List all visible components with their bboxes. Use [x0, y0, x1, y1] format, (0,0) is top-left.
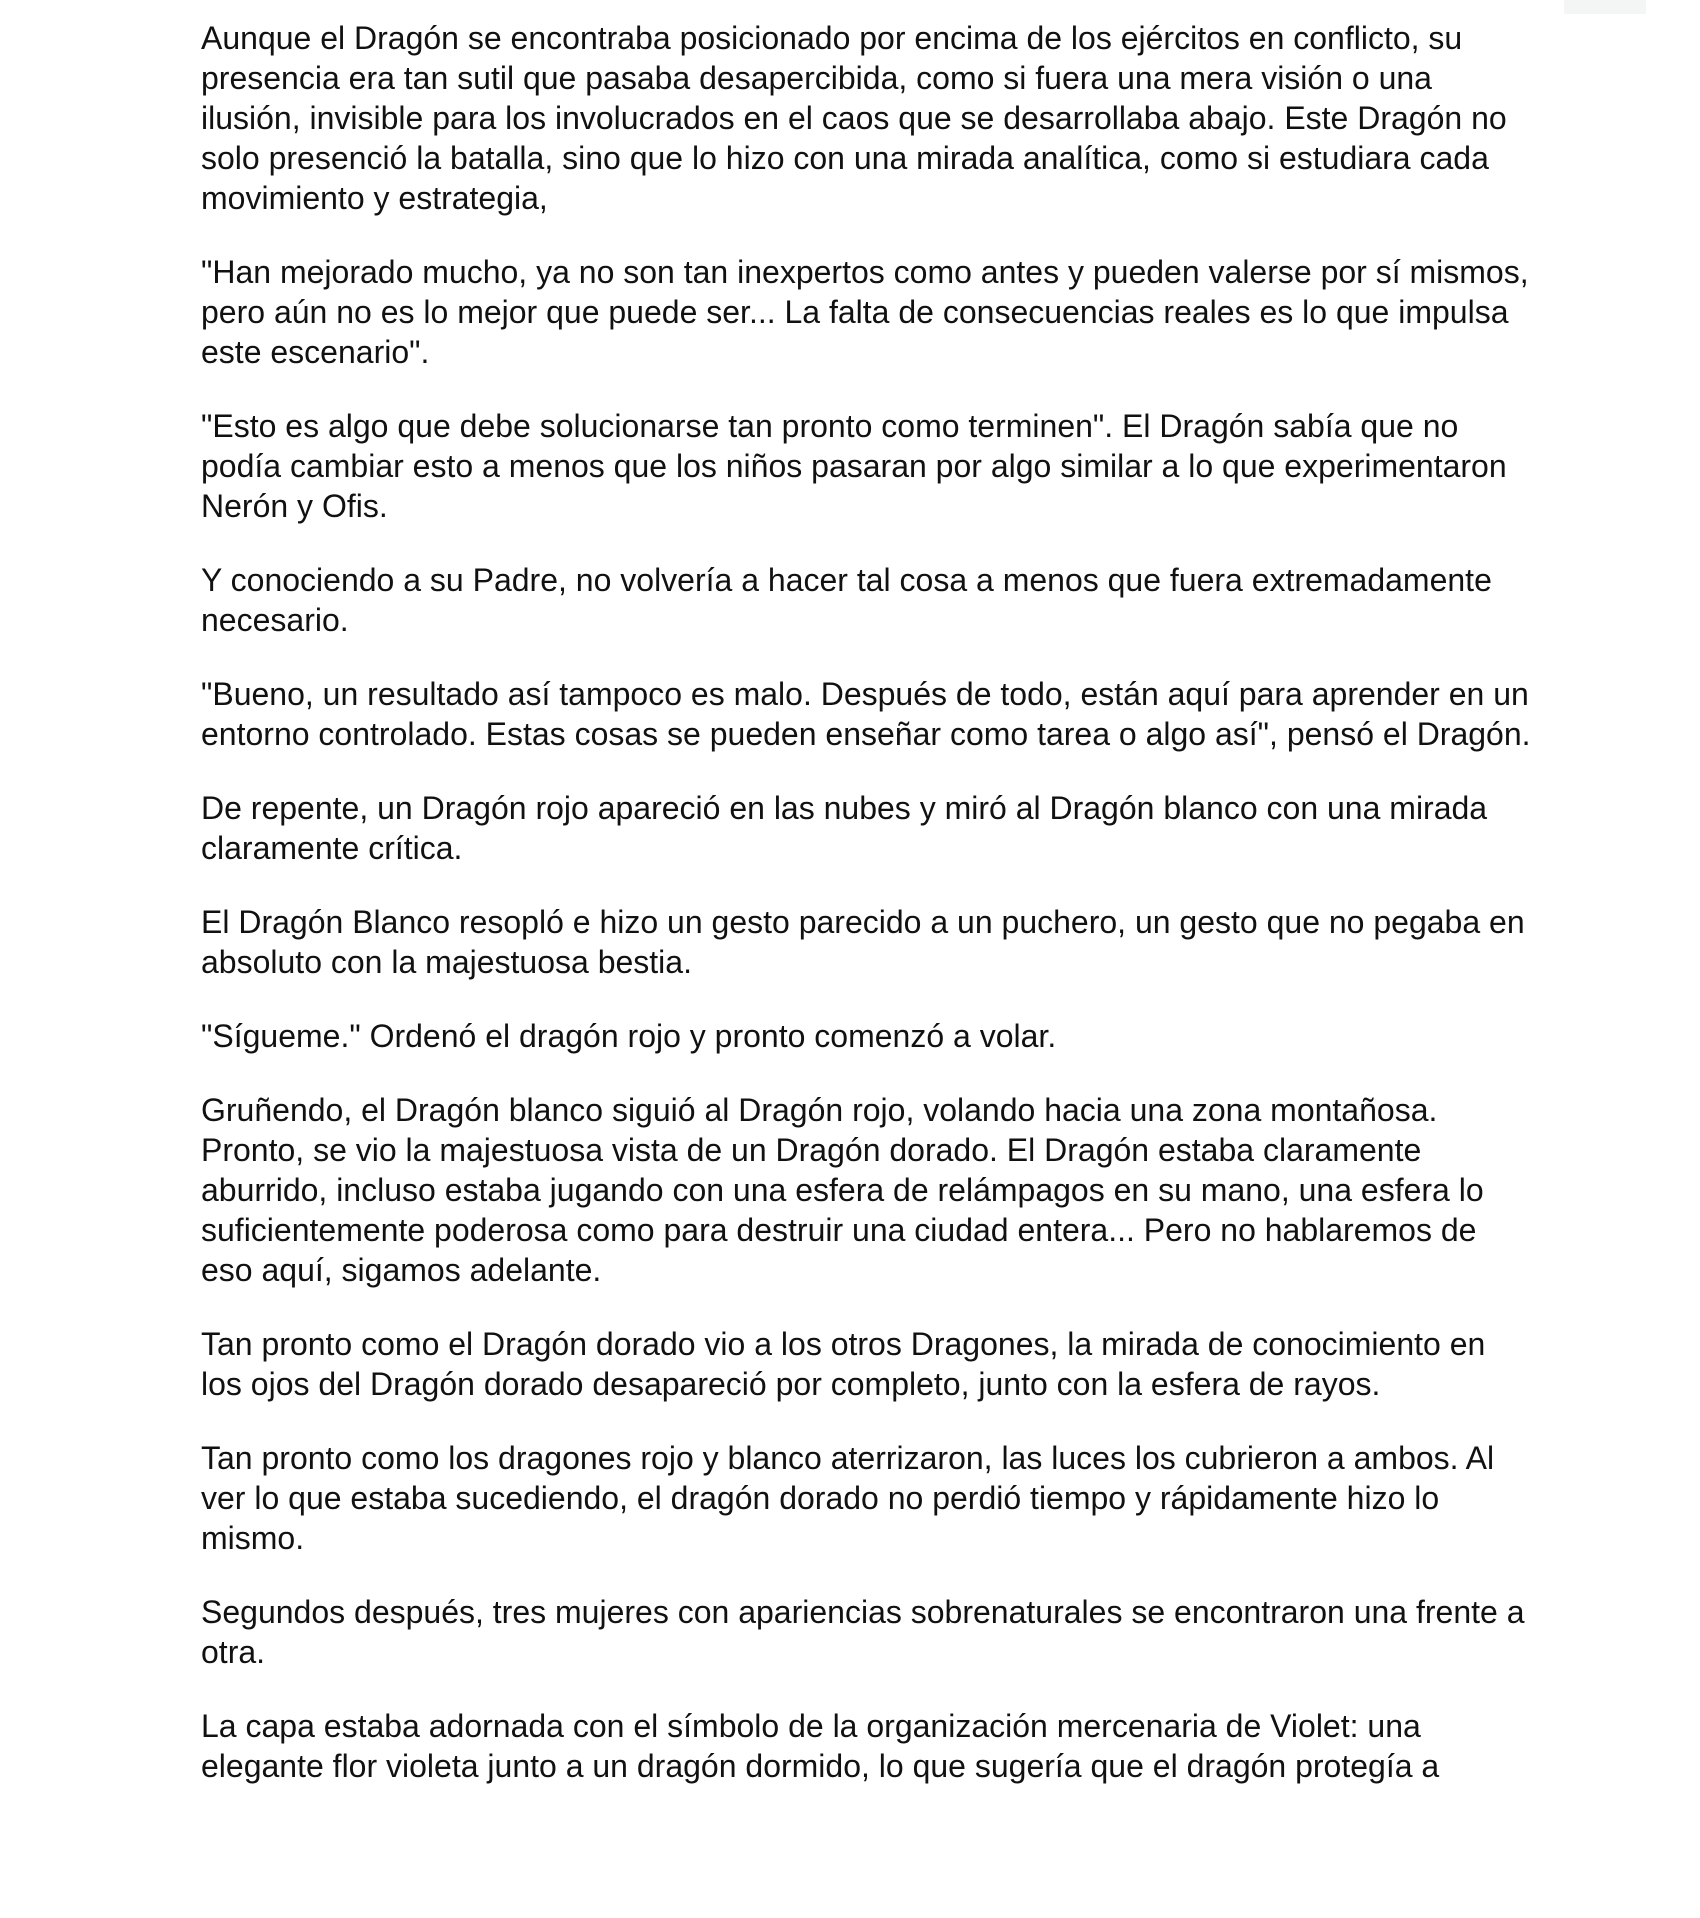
paragraph: Segundos después, tres mujeres con apariencias sobrenaturales se encontraron una frente a otra.	[201, 1594, 1525, 1670]
paragraph: "Sígueme." Ordenó el dragón rojo y pronto comenzó a volar.	[201, 1018, 1057, 1054]
paragraph: El Dragón Blanco resopló e hizo un gesto parecido a un puchero, un gesto que no pegaba en absoluto con la majestuosa bestia.	[201, 904, 1525, 980]
paragraph: Y conociendo a su Padre, no volvería a hacer tal cosa a menos que fuera extremadamente necesario.	[201, 562, 1492, 638]
paragraph: La capa estaba adornada con el símbolo de la organización mercenaria de Violet: una elegante flor violeta junto a un dragón dormido, lo que sugería que el dragón protegía a	[201, 1708, 1440, 1784]
paragraph: Gruñendo, el Dragón blanco siguió al Dragón rojo, volando hacia una zona montañosa. Pronto, se vio la majestuosa vista de un Dragón dorado. El Dragón estaba claramente aburrido, incluso estaba jugando con una esfera de relámpagos en su mano, una esfera lo suficientemente poderosa como para destruir una ciudad entera... Pero no hablaremos de eso aquí, sigamos adelante.	[201, 1092, 1484, 1288]
paragraph: "Bueno, un resultado así tampoco es malo. Después de todo, están aquí para aprender en un entorno controlado. Estas cosas se pueden enseñar como tarea o algo así", pensó el Dragón.	[201, 676, 1531, 752]
corner-mark	[1564, 0, 1646, 14]
paragraph: Tan pronto como el Dragón dorado vio a los otros Dragones, la mirada de conocimiento en los ojos del Dragón dorado desapareció por completo, junto con la esfera de rayos.	[201, 1326, 1486, 1402]
paragraph: Tan pronto como los dragones rojo y blanco aterrizaron, las luces los cubrieron a ambos. Al ver lo que estaba sucediendo, el dragón dorado no perdió tiempo y rápidamente hizo lo mismo.	[201, 1440, 1495, 1556]
paragraph: Aunque el Dragón se encontraba posicionado por encima de los ejércitos en conflicto, su presencia era tan sutil que pasaba desapercibida, como si fuera una mera visión o una ilusión, invisible para los involucrados en el caos que se desarrollaba abajo. Este Dragón no solo presenció la batalla, sino que lo hizo con una mirada analítica, como si estudiara cada movimiento y estrategia,	[201, 20, 1507, 216]
document-page	[201, 18, 1531, 1820]
paragraph: De repente, un Dragón rojo apareció en las nubes y miró al Dragón blanco con una mirada claramente crítica.	[201, 790, 1488, 866]
paragraph: "Esto es algo que debe solucionarse tan pronto como terminen". El Dragón sabía que no podía cambiar esto a menos que los niños pasaran por algo similar a lo que experimentaron Nerón y Ofis.	[201, 408, 1507, 524]
paragraph: "Han mejorado mucho, ya no son tan inexpertos como antes y pueden valerse por sí mismos, pero aún no es lo mejor que puede ser... La falta de consecuencias reales es lo que impulsa este escenario".	[201, 254, 1529, 370]
